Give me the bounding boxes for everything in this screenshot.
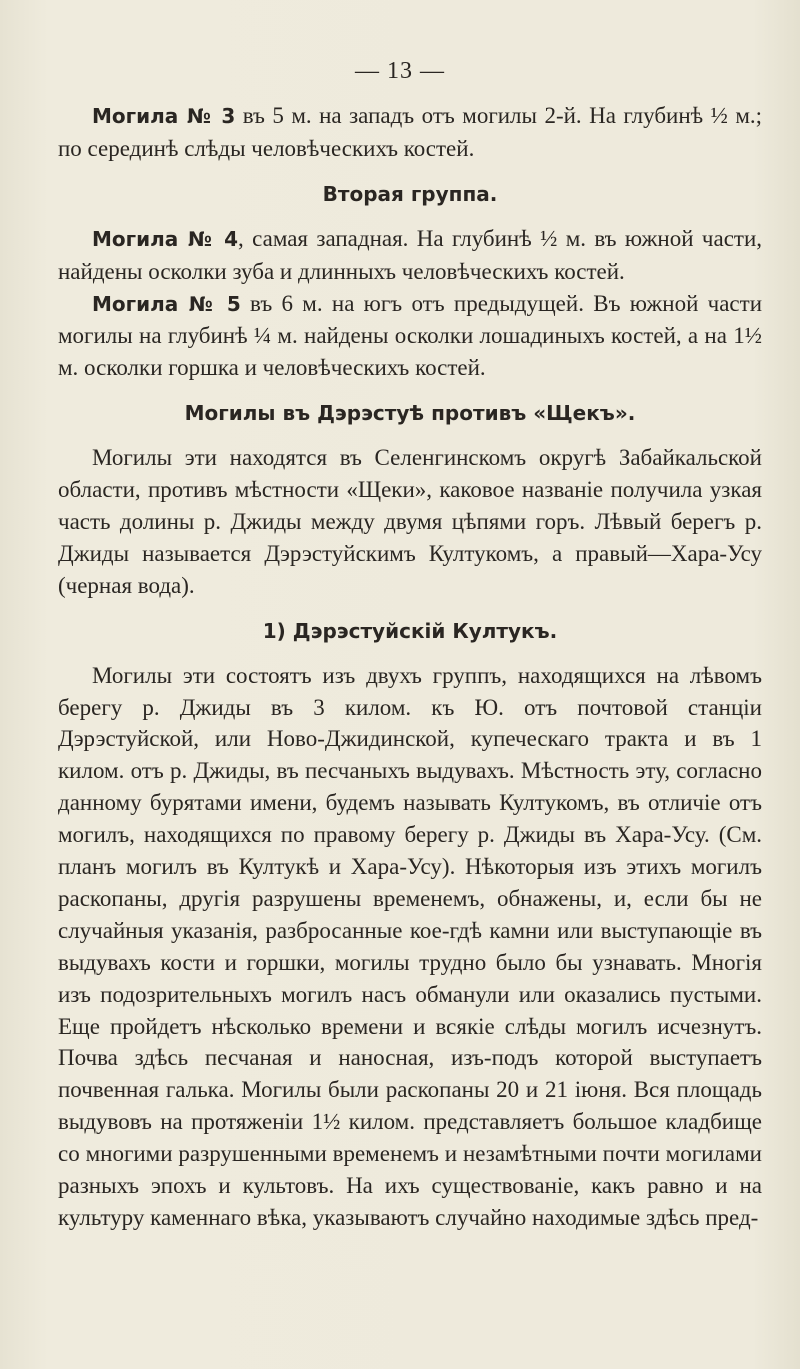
heading-derestui-graves: Могилы въ Дэрэстуѣ противъ «Щекъ». [184,401,636,426]
page-body [58,100,762,1234]
page-number: — 13 — [355,58,445,84]
paragraph-kultuk-description: Могилы эти состоятъ изъ двухъ группъ, находящихся на лѣвомъ берегу р. Джиды въ 3 килом. къ Ю. отъ почтовой станціи Дэрэстуйской, или Ново-Джидинской, купеческаго тракта и въ 1 килом. отъ р. Джиды, въ песчаныхъ выдувахъ. Мѣстность эту, согласно данному бурятами имени, будемъ называть Култукомъ, въ отличіе отъ могилъ, находящихся по правому берегу р. Джиды въ Хара-Усу. (См. планъ могилъ въ Култукѣ и Хара-Усу). Нѣкоторыя изъ этихъ могилъ раскопаны, другія разрушены временемъ, обнажены, и, если бы не случайныя указанія, разбросанные кое-гдѣ камни или выступающіе въ выдувахъ кости и горшки, могилы трудно было бы узнавать. Многія изъ подозрительныхъ могилъ насъ обманули или оказались пустыми. Еще пройдетъ нѣсколько времени и всякіе слѣды могилъ исчезнутъ. Почва здѣсь песчаная и наносная, изъ-подъ которой выступаетъ почвенная галька. Могилы были раскопаны 20 и 21 іюня. Вся площадь выдувовъ на протяженіи 1½ килом. представляетъ большое кладбище со многими разрушенными временемъ и незамѣтными почти могилами разныхъ эпохъ и культовъ. На ихъ существованіе, какъ равно и на культуру каменнаго вѣка, указываютъ случайно находимые здѣсь пред- [58,662,762,1230]
paragraph-grave-4 [58,223,762,288]
grave-3-label: Могила № 3 [92,104,236,128]
heading-derestui-kultuk: 1) Дэрэстуйскій Култукъ. [262,618,558,643]
grave-4-text: , самая западная. На глубинѣ ½ м. въ южной части, найдены осколки зуба и длинныхъ человѣческихъ костей. [58,225,763,284]
grave-5-label: Могила № 5 [92,291,241,316]
grave-4-label: Могила № 4 [92,226,239,251]
grave-3-text: въ 5 м. на западъ отъ могилы 2-й. На глубинѣ ½ м.; по серединѣ слѣды человѣческихъ костей. [58,103,763,161]
heading-second-group: Вторая группа. [322,181,498,206]
paragraph-grave-3 [58,100,762,165]
grave-5-text: въ 6 м. на югъ отъ предыдущей. Въ южной части могилы на глубинѣ ¼ м. найдены осколки лошадиныхъ костей, а на 1½ м. осколки горшка и человѣческихъ костей. [58,290,762,381]
paragraph-grave-5 [58,288,762,385]
paragraph-graves-location: Могилы эти находятся въ Селенгинскомъ округѣ Забайкальской области, противъ мѣстности «Щеки», каковое названіе получила узкая часть долины р. Джиды между двумя цѣпями горъ. Лѣвый берегъ р. Джиды называется Дэрэстуйскимъ Култукомъ, а правый—Хара-Усу (черная вода). [58,445,762,598]
